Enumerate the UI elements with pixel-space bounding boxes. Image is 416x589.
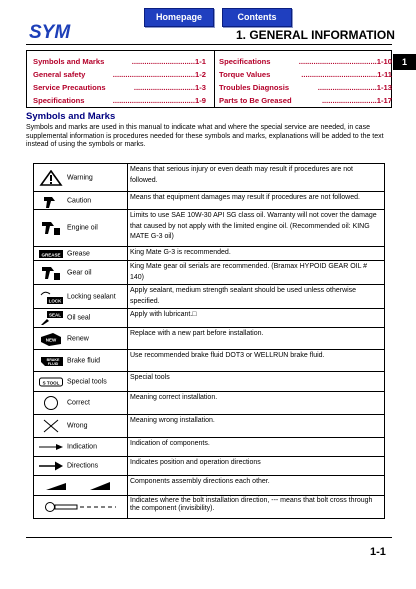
- tool-icon-label: S TOOL: [42, 379, 60, 385]
- toc-label: Parts to Be Greased: [219, 96, 292, 105]
- table-row: [34, 415, 384, 438]
- brake-icon-label: BRAKE: [46, 357, 60, 362]
- toc-label: Specifications: [219, 57, 271, 66]
- symbol-cell: [34, 309, 128, 327]
- table-row: [34, 164, 384, 192]
- symbol-name: Locking sealant: [67, 293, 116, 300]
- symbol-cell: [34, 261, 128, 284]
- symbol-cell: [34, 496, 128, 518]
- table-row: [34, 350, 384, 372]
- symbol-description: Means that serious injury or even death may result if procedures are not followed.: [130, 166, 353, 184]
- symbol-description: King Mate G-3 is recommended.: [130, 249, 231, 256]
- symbol-cell: [34, 247, 128, 260]
- symbol-description: Components assembly directions each other.: [130, 478, 270, 485]
- table-row: [34, 210, 384, 247]
- table-row: [34, 438, 384, 457]
- oil-seal-icon: [39, 310, 63, 326]
- homepage-button[interactable]: Homepage: [144, 8, 214, 27]
- symbol-name: Engine oil: [67, 224, 98, 232]
- assembly-direction-icon: [44, 480, 114, 492]
- symbol-name: Wrong: [67, 422, 88, 430]
- symbol-cell: [34, 192, 128, 209]
- symbol-name: Indication: [67, 443, 97, 451]
- symbol-name: Correct: [67, 399, 90, 407]
- toc-page: .......................................1-9: [112, 96, 206, 105]
- table-row: [34, 247, 384, 261]
- title-rule: [26, 44, 392, 45]
- sym-logo: [28, 20, 82, 42]
- symbol-cell: [34, 438, 128, 456]
- intro-paragraph: Symbols and marks are used in this manual to indicate what and where the special service are needed, in case supplemental information is procedures needed for these symbols and marks, explanations will be added to the text instead of using the symbols or marks.: [26, 124, 384, 148]
- toc-page: .............................1-3: [133, 83, 206, 92]
- chapter-title: 1. GENERAL INFORMATION: [236, 28, 395, 42]
- table-row: [34, 309, 384, 328]
- symbol-name: Directions: [67, 462, 99, 470]
- symbol-cell: [34, 392, 128, 414]
- table-row: [34, 476, 384, 496]
- symbol-cell: [34, 457, 128, 475]
- table-row: [34, 261, 384, 285]
- symbol-description: Indicates position and operation directions: [130, 459, 261, 466]
- toc-label: Torque Values: [219, 70, 271, 79]
- toc-label: Specifications: [33, 96, 85, 105]
- indication-arrow-icon: [39, 439, 63, 455]
- symbol-cell: [34, 415, 128, 437]
- engine-oil-icon: [39, 220, 63, 236]
- section-heading: Symbols and Marks: [26, 111, 116, 122]
- symbol-name: Caution: [67, 197, 92, 204]
- symbol-description: Means that equipment damages may result if procedures are not followed.: [130, 194, 360, 201]
- toc-label: Service Precautions: [33, 83, 106, 92]
- page-number: 1-1: [370, 546, 386, 558]
- caution-icon: [39, 193, 63, 209]
- logo-text: SYM: [29, 22, 71, 42]
- symbol-description: King Mate gear oil serials are recommended. (Bramax HYPOID GEAR OIL # 140): [130, 263, 368, 281]
- symbol-description: Replace with a new part before installation.: [130, 330, 264, 337]
- symbol-name: Oil seal: [67, 314, 91, 322]
- toc-page: .....................................1-10: [298, 57, 392, 66]
- toc-page: ..........................1-17: [321, 96, 392, 105]
- fluid-icon-label: FLUID: [47, 361, 59, 366]
- table-row: [34, 392, 384, 415]
- locking-sealant-icon: [39, 289, 63, 305]
- wrong-icon: [39, 418, 63, 434]
- symbol-description: Apply sealant, medium strength sealant should be used unless otherwise specified.: [130, 287, 357, 305]
- symbol-cell: [34, 285, 128, 308]
- seal-icon-label: SEAL: [48, 312, 62, 318]
- symbol-cell: [34, 328, 128, 349]
- symbol-name: Renew: [67, 335, 89, 342]
- bolt-installation-icon: [44, 501, 118, 513]
- symbol-name: Warning: [67, 174, 93, 181]
- grease-icon-label: GREASE: [41, 252, 61, 257]
- toc-page: ....................................1-11: [301, 70, 392, 79]
- toc-page: ............................1-13: [317, 83, 392, 92]
- section-toc: [26, 50, 392, 108]
- symbol-description: Indicates where the bolt installation direction, --- means that bolt cross through the component (invisibility).: [130, 497, 373, 512]
- symbol-name: Grease: [67, 250, 90, 257]
- toc-page: ..............................1-1: [131, 57, 206, 66]
- table-row: [34, 328, 384, 350]
- symbol-description: Meaning wrong installation.: [130, 417, 215, 424]
- toc-label: Troubles Diagnosis: [219, 83, 290, 92]
- symbol-description: Indication of components.: [130, 440, 210, 447]
- special-tools-icon: [39, 374, 63, 390]
- table-row: [34, 192, 384, 210]
- renew-icon: [39, 331, 63, 347]
- symbol-name: Gear oil: [67, 269, 92, 276]
- toc-divider: [214, 51, 215, 107]
- table-row: [34, 372, 384, 392]
- footer-rule: [26, 537, 392, 538]
- table-row: [34, 496, 384, 518]
- brake-fluid-icon: [39, 353, 63, 369]
- symbols-table: [33, 163, 385, 519]
- new-icon-label: NEW: [45, 337, 57, 342]
- symbol-cell: [34, 350, 128, 371]
- contents-button[interactable]: Contents: [222, 8, 292, 27]
- locking-icon-label: LOCK: [48, 297, 62, 303]
- symbol-cell: [34, 210, 128, 246]
- toc-label: General safety: [33, 70, 86, 79]
- chapter-side-tab: 1: [393, 54, 416, 70]
- toc-label: Symbols and Marks: [33, 57, 105, 66]
- symbol-description: Meaning correct installation.: [130, 394, 218, 401]
- symbol-description: Apply with lubricant.□: [130, 311, 197, 318]
- symbol-name: Special tools: [67, 378, 107, 385]
- table-row: [34, 457, 384, 476]
- directions-icon: [39, 458, 63, 474]
- symbol-cell: [34, 164, 128, 191]
- grease-icon: [39, 246, 63, 262]
- symbol-name: Brake fluid: [67, 357, 101, 364]
- symbol-description: Use recommended brake fluid DOT3 or WELLRUN brake fluid.: [130, 352, 325, 359]
- correct-icon: [39, 395, 63, 411]
- symbol-description: Limits to use SAE 10W-30 API SG class oil. Warranty will not cover the damage that caused by not apply with the limited engine oil. (Recommended oil: KING MATE G-3 oil): [130, 212, 377, 240]
- gear-oil-icon: [39, 265, 63, 281]
- table-row: [34, 285, 384, 309]
- symbol-cell: [34, 372, 128, 391]
- warning-icon: [39, 170, 63, 186]
- toc-page: .......................................1-2: [112, 70, 206, 79]
- symbol-description: Special tools: [130, 374, 170, 381]
- symbol-cell: [34, 476, 128, 495]
